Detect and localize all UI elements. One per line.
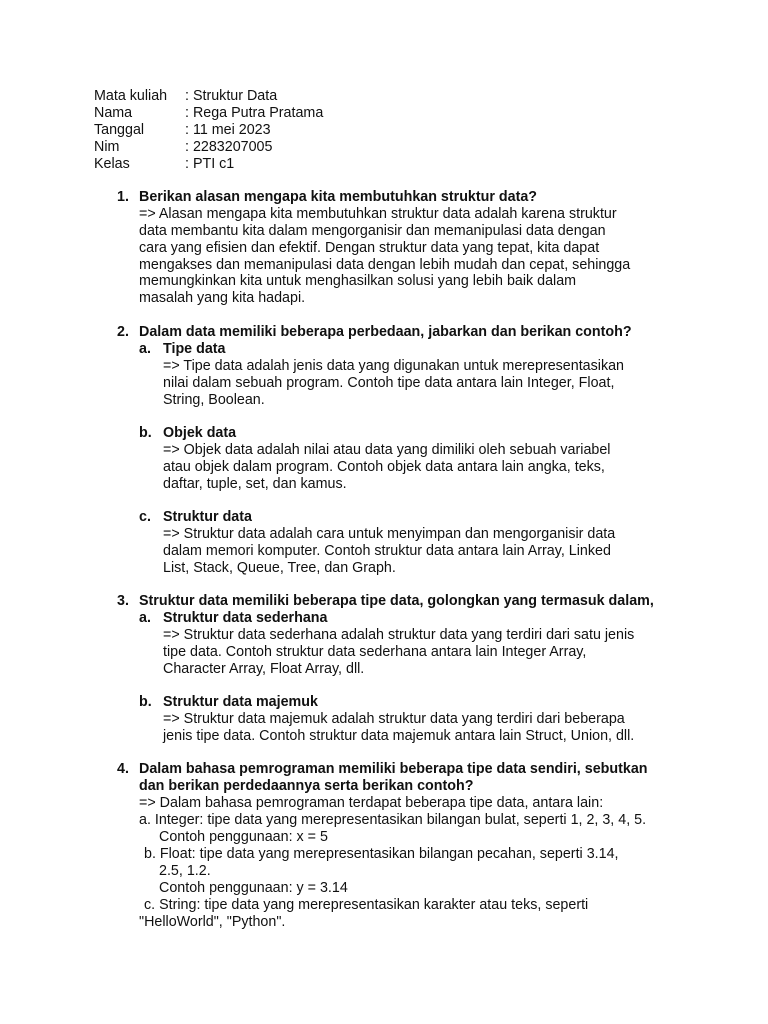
answer-line: Contoh penggunaan: x = 5 <box>159 829 328 845</box>
subitem-title: Struktur data majemuk <box>163 694 318 710</box>
header-label: Mata kuliah <box>94 88 168 104</box>
subitem-letter: b. <box>139 694 152 710</box>
answer-line: b. Float: tipe data yang merepresentasikan bilangan pecahan, seperti 3.14, <box>144 846 619 862</box>
answer-line: 2.5, 1.2. <box>159 863 211 879</box>
subitem-letter: a. <box>139 341 151 357</box>
answer-line: daftar, tuple, set, dan kamus. <box>163 476 347 492</box>
answer-line: c. String: tipe data yang merepresentasikan karakter atau teks, seperti <box>144 897 589 913</box>
subitem-letter: c. <box>139 509 151 525</box>
question-text: Berikan alasan mengapa kita membutuhkan struktur data? <box>139 189 538 205</box>
answer-line: dalam memori komputer. Contoh struktur data antara lain Array, Linked <box>163 543 611 559</box>
question-text: Dalam bahasa pemrograman memiliki beberapa tipe data sendiri, sebutkan <box>139 761 648 777</box>
answer-line: nilai dalam sebuah program. Contoh tipe data antara lain Integer, Float, <box>163 375 615 391</box>
answer-line: memungkinkan kita untuk menghasilkan solusi yang lebih baik dalam <box>139 273 577 289</box>
subitem-title: Objek data <box>163 425 237 441</box>
answer-line: atau objek dalam program. Contoh objek data antara lain angka, teks, <box>163 459 605 475</box>
answer-line: tipe data. Contoh struktur data sederhana antara lain Integer Array, <box>163 644 587 660</box>
answer-line: => Tipe data adalah jenis data yang digunakan untuk merepresentasikan <box>163 358 625 374</box>
answer-line: Contoh penggunaan: y = 3.14 <box>159 880 348 896</box>
question-number: 4. <box>117 761 129 777</box>
answer-line: jenis tipe data. Contoh struktur data majemuk antara lain Struct, Union, dll. <box>163 728 635 744</box>
answer-line: String, Boolean. <box>163 392 265 408</box>
subitem-title: Struktur data sederhana <box>163 610 328 626</box>
header-value: : Rega Putra Pratama <box>185 105 324 121</box>
answer-line: a. Integer: tipe data yang merepresentasikan bilangan bulat, seperti 1, 2, 3, 4, 5. <box>139 812 647 828</box>
answer-line: cara yang efisien dan efektif. Dengan struktur data yang tepat, kita dapat <box>139 240 600 256</box>
answer-line: mengakses dan memanipulasi data dengan lebih mudah dan cepat, sehingga <box>139 257 631 273</box>
question-text: Dalam data memiliki beberapa perbedaan, jabarkan dan berikan contoh? <box>139 324 632 340</box>
header-value: : PTI c1 <box>185 156 235 172</box>
answer-line: => Objek data adalah nilai atau data yang dimiliki oleh sebuah variabel <box>163 442 611 458</box>
answer-line: "HelloWorld", "Python". <box>139 914 286 930</box>
subitem-title: Struktur data <box>163 509 252 525</box>
answer-line: => Dalam bahasa pemrograman terdapat beberapa tipe data, antara lain: <box>139 795 604 811</box>
question-text: Struktur data memiliki beberapa tipe data, golongkan yang termasuk dalam, <box>139 593 654 609</box>
header-label: Nama <box>94 105 133 121</box>
answer-line: => Struktur data majemuk adalah struktur data yang terdiri dari beberapa <box>163 711 625 727</box>
subitem-letter: a. <box>139 610 151 626</box>
question-number: 1. <box>117 189 129 205</box>
question-number: 2. <box>117 324 129 340</box>
header-label: Kelas <box>94 156 130 172</box>
question-number: 3. <box>117 593 129 609</box>
answer-line: Character Array, Float Array, dll. <box>163 661 365 677</box>
answer-line: => Struktur data sederhana adalah struktur data yang terdiri dari satu jenis <box>163 627 635 643</box>
header-value: : 11 mei 2023 <box>185 122 271 138</box>
header-label: Nim <box>94 139 120 155</box>
answer-line: => Alasan mengapa kita membutuhkan struktur data adalah karena struktur <box>139 206 617 222</box>
subitem-letter: b. <box>139 425 152 441</box>
header-value: : Struktur Data <box>185 88 278 104</box>
subitem-title: Tipe data <box>163 341 226 357</box>
answer-line: List, Stack, Queue, Tree, dan Graph. <box>163 560 396 576</box>
answer-line: masalah yang kita hadapi. <box>139 290 306 306</box>
question-text: dan berikan perdedaannya serta berikan contoh? <box>139 778 474 794</box>
answer-line: => Struktur data adalah cara untuk menyimpan dan mengorganisir data <box>163 526 616 542</box>
header-value: : 2283207005 <box>185 139 273 155</box>
header-label: Tanggal <box>94 122 145 138</box>
answer-line: data membantu kita dalam mengorganisir dan memanipulasi data dengan <box>139 223 606 239</box>
